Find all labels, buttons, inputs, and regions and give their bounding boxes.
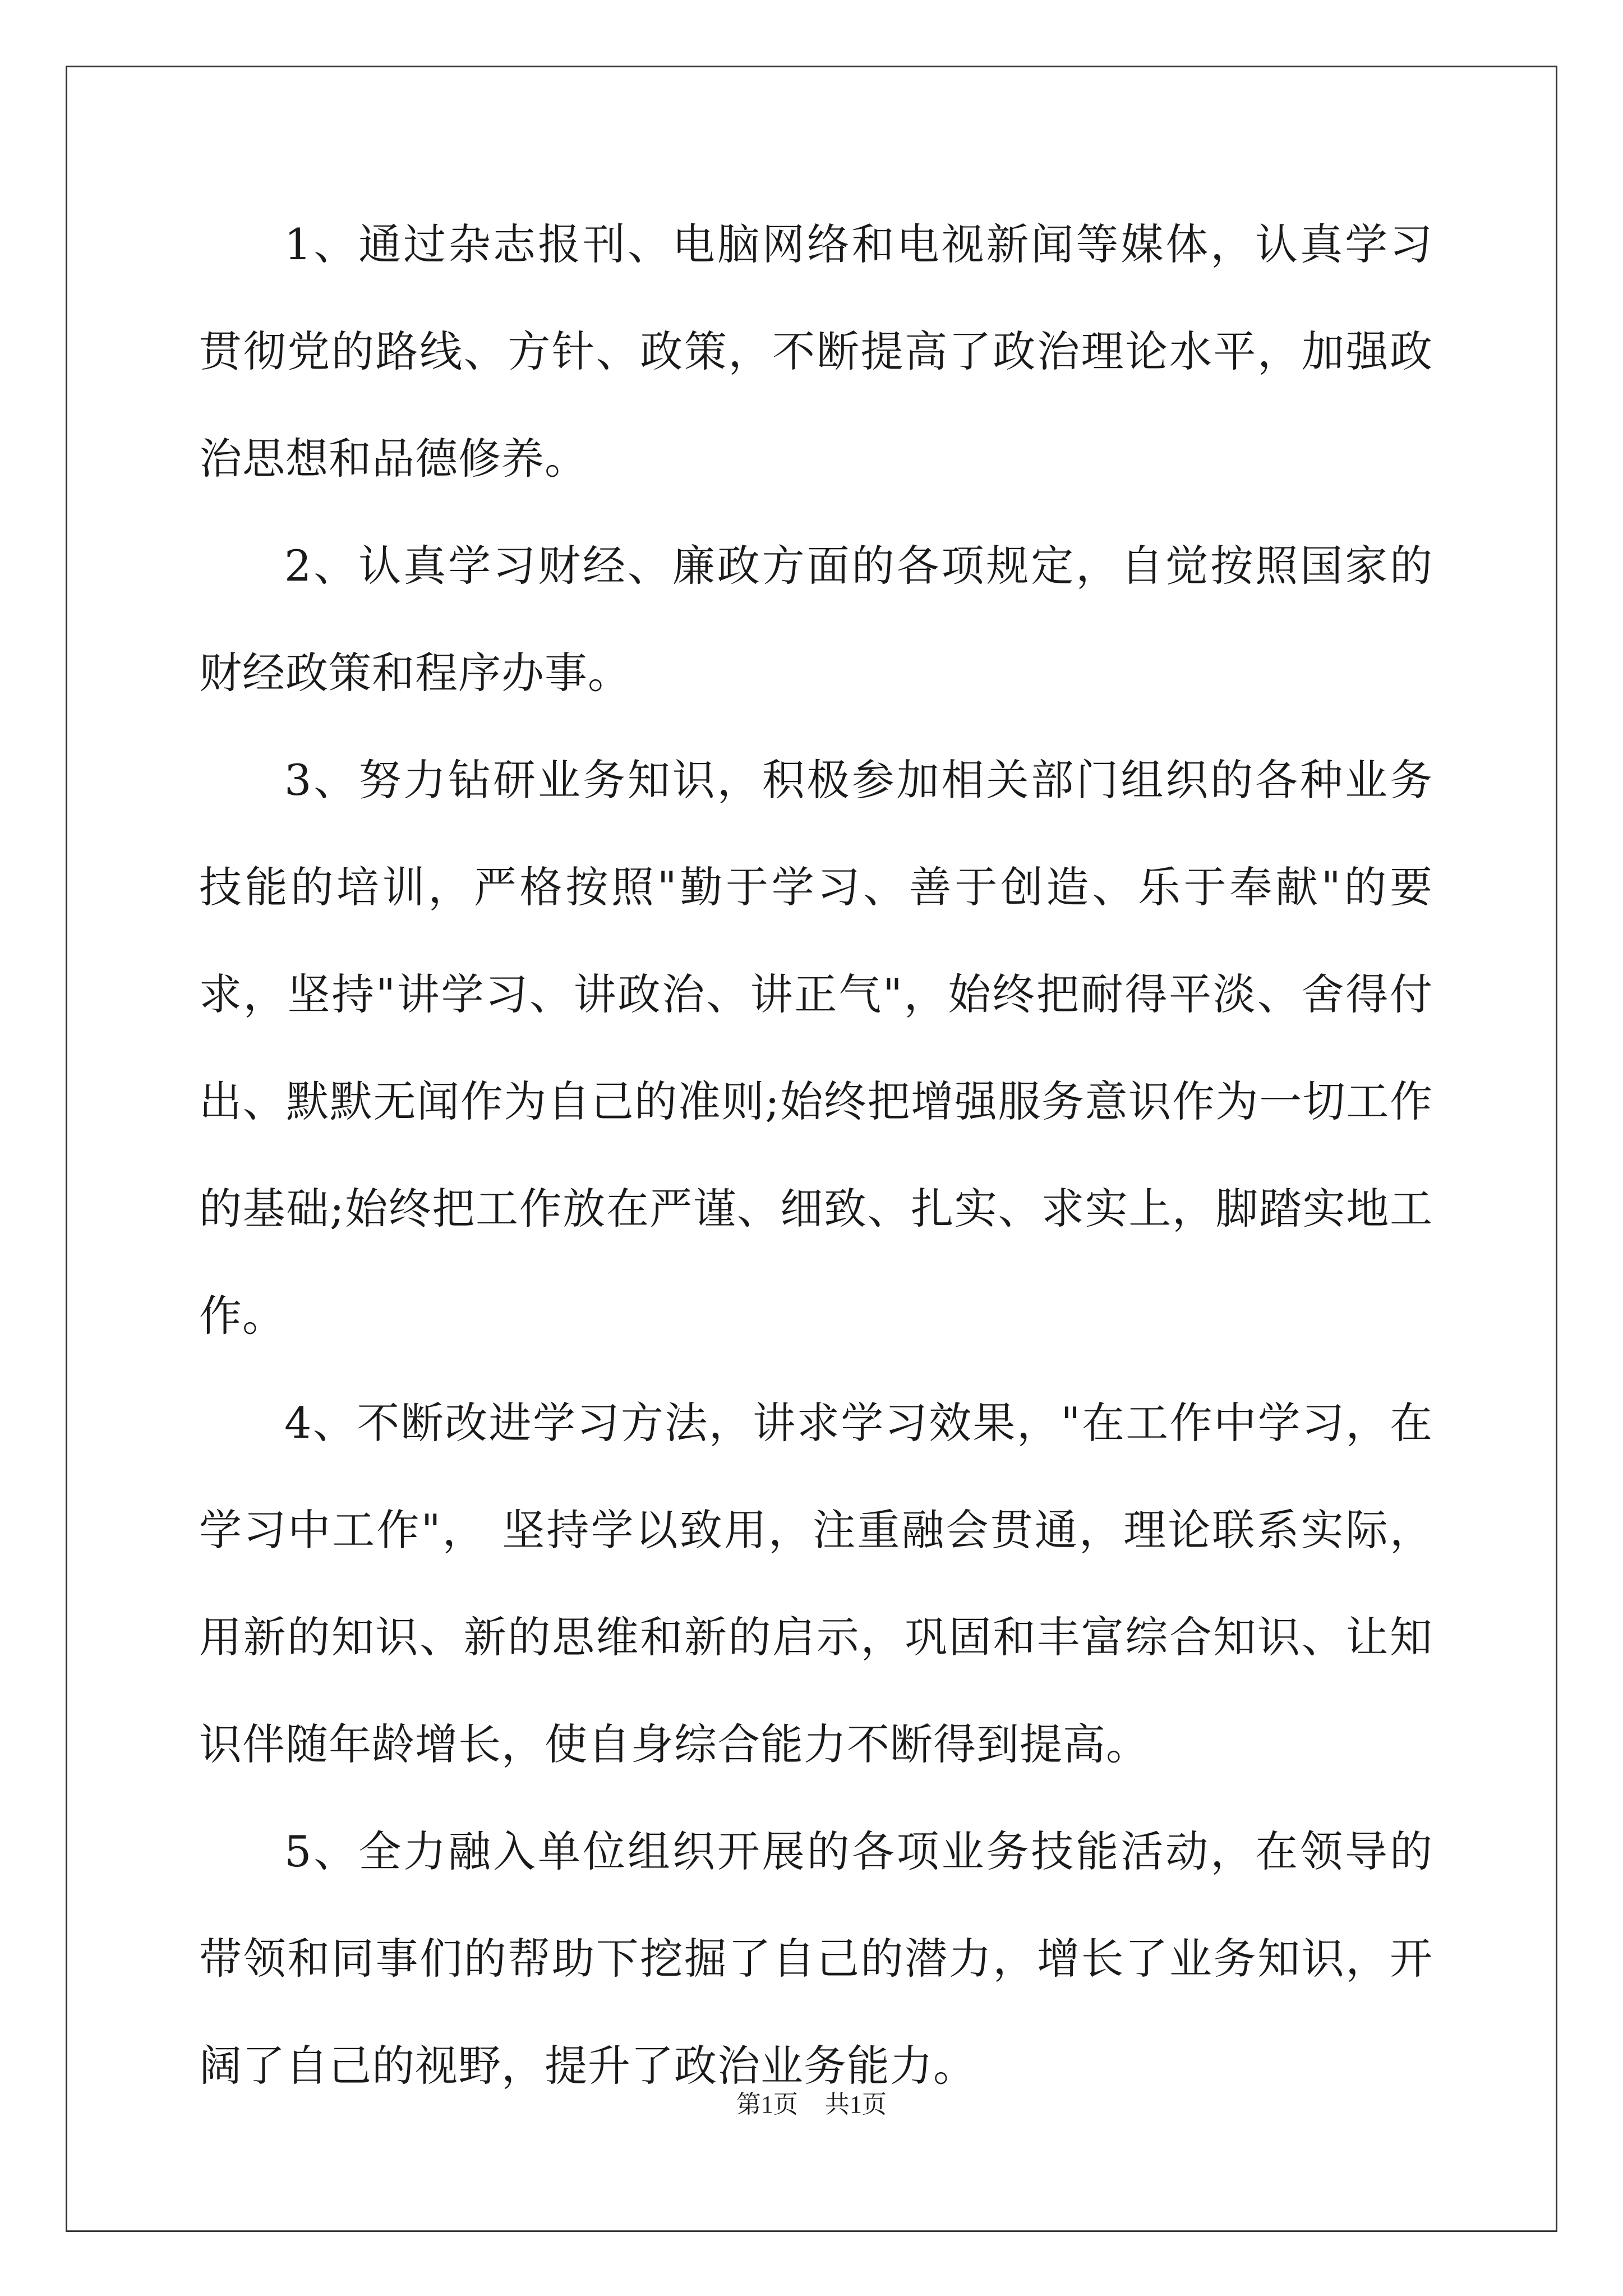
paragraph-4: 4、不断改进学习方法，讲求学习效果，"在工作中学习，在学习中工作"， 坚持学以致用，注重融会贯通，理论联系实际，用新的知识、新的思维和新的启示，巩固和丰富综合知识、让知识伴随年龄增长，使自身综合能力不断得到提高。 [199, 1398, 1433, 1769]
paragraph-2: 2、认真学习财经、廉政方面的各项规定，自觉按照国家的财经政策和程序办事。 [199, 541, 1433, 698]
page-total: 共1页 [825, 2091, 887, 2118]
paragraph-3: 3、努力钻研业务知识，积极参加相关部门组织的各种业务技能的培训，严格按照"勤于学习、善于创造、乐于奉献"的要求，坚持"讲学习、讲政治、讲正气"，始终把耐得平淡、舍得付出、默默无闻作为自己的准则;始终把增强服务意识作为一切工作的基础;始终把工作放在严谨、细致、扎实、求实上，脚踏实地工作。 [199, 755, 1433, 1341]
page-footer [0, 2084, 1623, 2120]
page-number: 第1页 [736, 2091, 798, 2118]
document-body [199, 191, 1433, 2119]
paragraph-1: 1、通过杂志报刊、电脑网络和电视新闻等媒体，认真学习贯彻党的路线、方针、政策，不断提高了政治理论水平，加强政治思想和品德修养。 [199, 219, 1433, 484]
paragraph-5: 5、全力融入单位组织开展的各项业务技能活动，在领导的带领和同事们的帮助下挖掘了自己的潜力，增长了业务知识，开阔了自己的视野，提升了政治业务能力。 [199, 1826, 1433, 2091]
